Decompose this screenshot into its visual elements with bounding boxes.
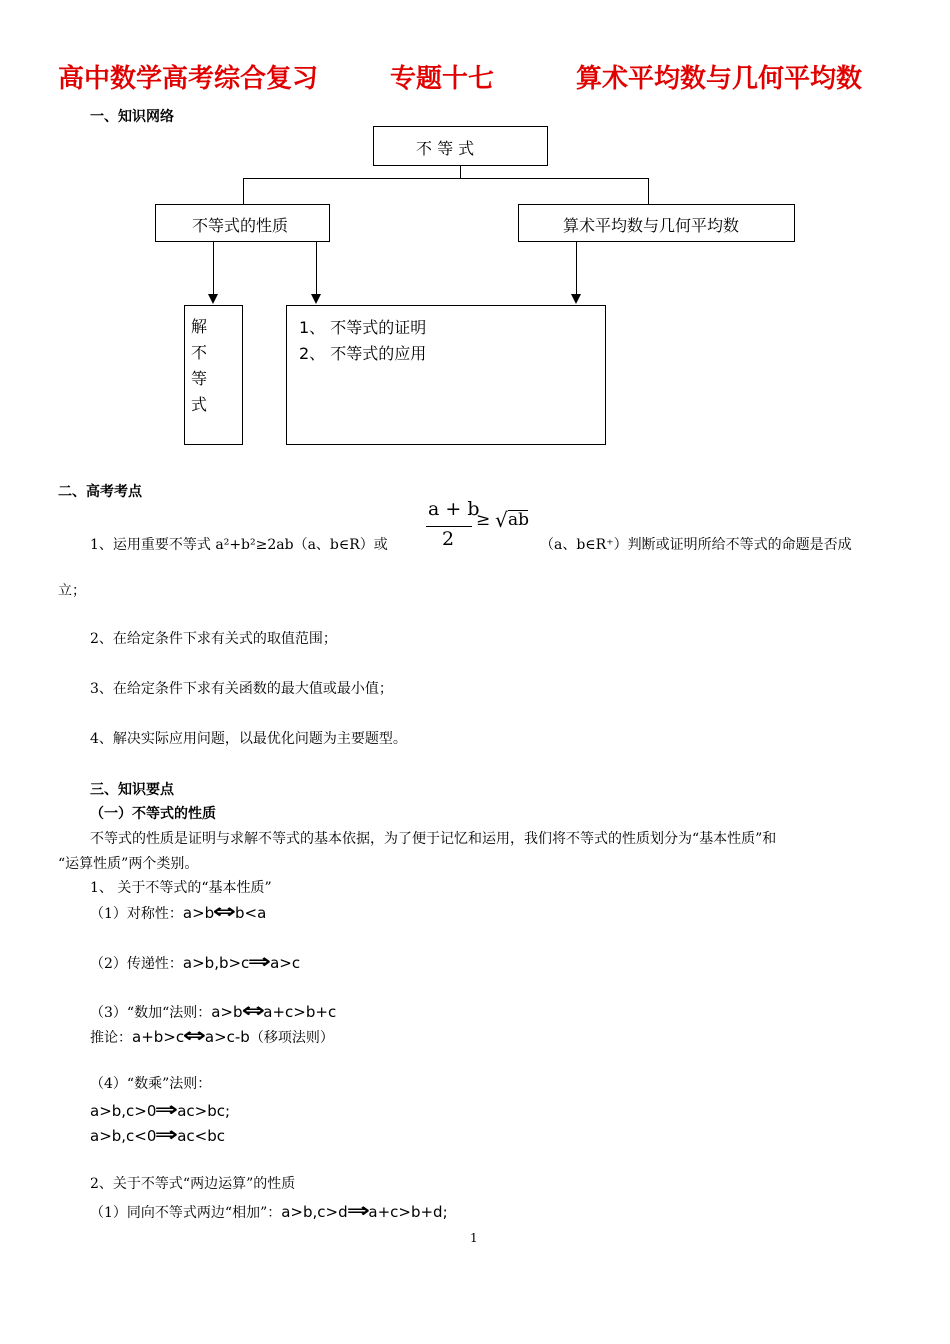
section3-heading: 三、知识要点 [90, 782, 174, 798]
leaf-char: 解 [190, 317, 207, 336]
diagram-root-label: 不 等 式 [416, 139, 475, 158]
property-multiplication-heading: （4）“数乘”法则： [90, 1076, 212, 1092]
exam-point-2: 2、在给定条件下求有关式的取值范围； [90, 631, 337, 647]
page-number: 1 [470, 1231, 478, 1245]
implies-symbol: ⇒ [346, 1198, 370, 1222]
arrow-line [213, 242, 214, 294]
title-part2: 专题十七 [390, 64, 495, 94]
iff-symbol: ⇔ [241, 998, 265, 1022]
iff-symbol: ⇔ [212, 899, 237, 923]
diagram-right-box [518, 204, 795, 242]
property-symmetry: （1）对称性：a>b⇔b<a [90, 899, 267, 923]
diagram-left-label: 不等式的性质 [192, 216, 289, 235]
formula-radicand: ab [508, 510, 530, 530]
exam-point-4: 4、解决实际应用问题，以最优化问题为主要题型。 [90, 731, 407, 747]
implies-symbol: ⇒ [155, 1122, 179, 1146]
title-part3: 算术平均数与几何平均数 [576, 64, 863, 94]
exam-point-1-suffix: （a、b∈R⁺）判断或证明所给不等式的命题是否成 [540, 537, 852, 553]
exam-point-3: 3、在给定条件下求有关函数的最大值或最小值； [90, 681, 393, 697]
connector [648, 178, 649, 204]
title-part1: 高中数学高考综合复习 [58, 64, 319, 94]
implies-symbol: ⇒ [247, 949, 272, 973]
property-multiplication-negative: a>b,c<0⇒ac<bc [90, 1122, 225, 1146]
basic-properties-heading: 1、 关于不等式的“基本性质” [90, 880, 272, 896]
diagram-leaf-list-box [286, 305, 606, 445]
property-addition: （3）“数加“法则：a>b⇔a+c>b+c [90, 998, 337, 1022]
property-multiplication-positive: a>b,c>0⇒ac>bc; [90, 1097, 231, 1121]
arrow-head [311, 294, 321, 304]
connector [243, 178, 244, 204]
section2-heading: 二、高考考点 [58, 484, 142, 500]
subsection-properties: （一）不等式的性质 [90, 806, 216, 822]
sqrt-sign: √ [495, 508, 508, 532]
fraction-bar [426, 526, 472, 527]
diagram-root-box [373, 126, 548, 166]
implies-symbol: ⇒ [155, 1097, 179, 1121]
section1-heading: 一、知识网络 [90, 109, 174, 125]
leaf-char: 式 [190, 395, 207, 414]
arrow-line [576, 242, 577, 294]
formula-relation: ≥ [476, 510, 491, 530]
connector [243, 178, 649, 179]
iff-symbol: ⇔ [182, 1023, 207, 1047]
intro-paragraph-line2: “运算性质”两个类别。 [58, 856, 199, 872]
diagram-leaf-vertical-text [185, 314, 213, 418]
arrow-head [208, 294, 218, 304]
diagram-right-label: 算术平均数与几何平均数 [563, 216, 740, 235]
leaf-item-1: 1、 不等式的证明 [299, 318, 427, 337]
leaf-char: 不 [190, 343, 207, 362]
leaf-item-2: 2、 不等式的应用 [299, 344, 427, 363]
exam-point-1-prefix: 1、运用重要不等式 a²+b²≥2ab（a、b∈R）或 [90, 537, 388, 553]
operation-addition: （1）同向不等式两边“相加”：a>b,c>d⇒a+c>b+d; [90, 1198, 448, 1222]
formula-denominator: 2 [442, 528, 455, 550]
connector [460, 166, 461, 178]
formula-numerator: a + b [428, 498, 480, 520]
operation-properties-heading: 2、关于不等式“两边运算”的性质 [90, 1176, 296, 1192]
leaf-char: 等 [190, 369, 207, 388]
property-addition-corollary: 推论：a+b>c⇔a>c-b（移项法则） [90, 1023, 334, 1047]
exam-point-1-cont: 立； [58, 583, 86, 599]
intro-paragraph-line1: 不等式的性质是证明与求解不等式的基本依据，为了便于记忆和运用，我们将不等式的性质划分为“基本性质”和 [90, 831, 777, 847]
diagram-left-box [155, 204, 330, 242]
mean-inequality-formula [426, 498, 536, 554]
property-transitivity: （2）传递性：a>b,b>c⇒a>c [90, 949, 301, 973]
diagram-leaf-vertical-box [184, 305, 243, 445]
arrow-head [571, 294, 581, 304]
arrow-line [316, 242, 317, 294]
